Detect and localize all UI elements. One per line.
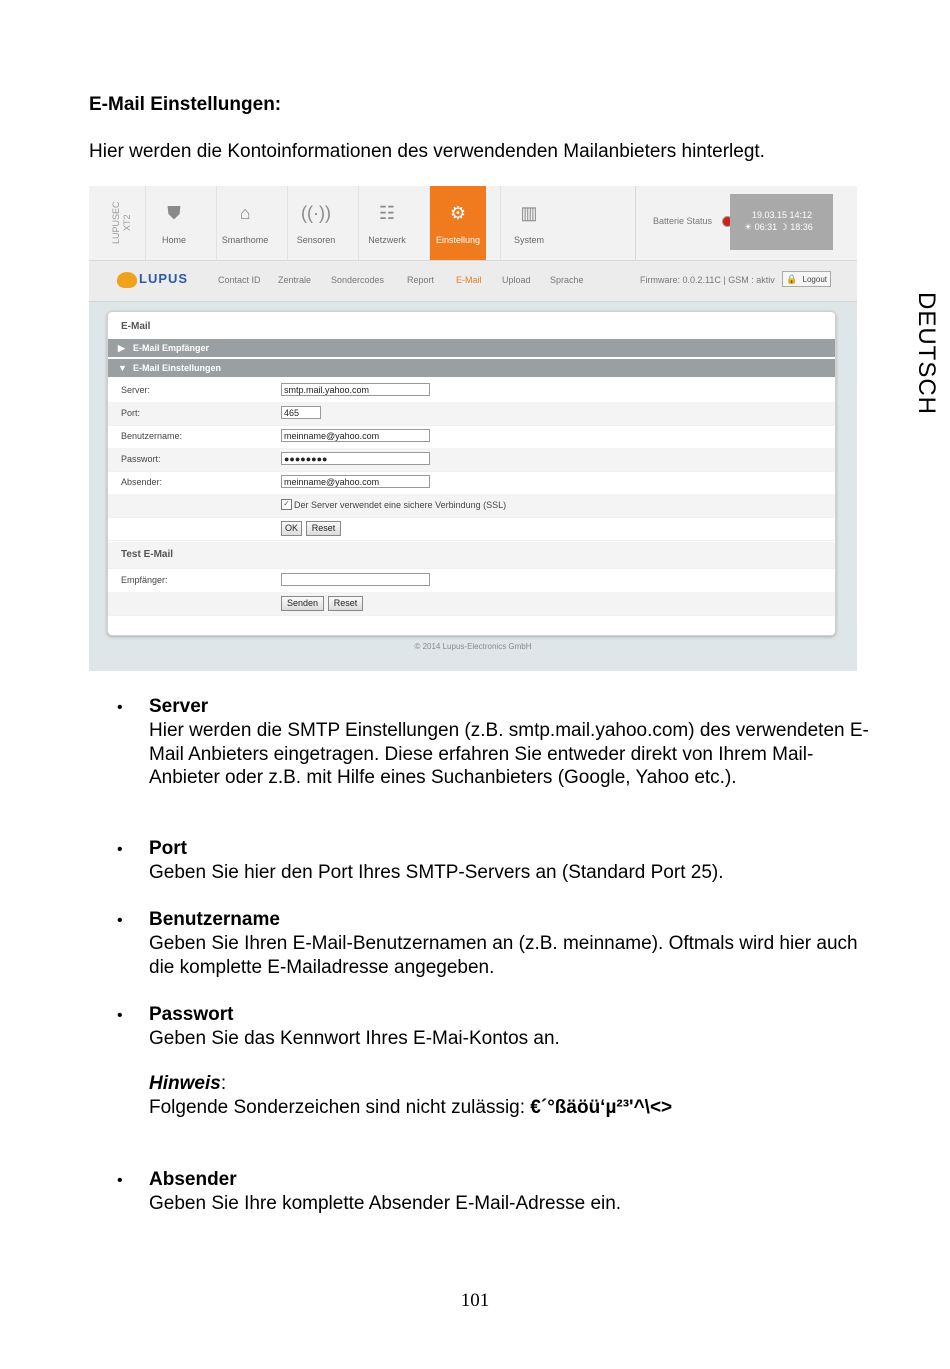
server-label: Server: (121, 385, 151, 395)
hint-text (149, 1097, 672, 1119)
moon-icon: ☽ (779, 222, 788, 232)
password-input[interactable]: ●●●●●●●● (281, 452, 430, 465)
nav-smarthome[interactable] (216, 186, 273, 260)
bullet-title-port: Port (149, 838, 187, 859)
bullet-dot: • (117, 699, 123, 716)
row-password (108, 448, 835, 472)
nav-netzwerk-label: Netzwerk (368, 235, 406, 245)
nav-smarthome-label: Smarthome (221, 235, 269, 245)
bullet-title-server: Server (149, 696, 209, 717)
page-heading: E-Mail Einstellungen: (89, 94, 282, 115)
lupus-logo (117, 270, 205, 292)
row-port (108, 402, 835, 426)
logout-button[interactable] (782, 271, 831, 287)
row-ssl (108, 494, 835, 518)
sublink-contact-id[interactable]: Contact ID (218, 275, 261, 285)
datetime-panel (730, 194, 833, 250)
ok-button[interactable]: OK (281, 521, 302, 536)
section-recipients[interactable] (108, 339, 835, 357)
sub-navigation (89, 261, 857, 302)
bullet-text-sender: Geben Sie Ihre komplette Absender E-Mail-Adresse ein. (149, 1193, 622, 1214)
shield-icon: ⛊ (167, 203, 181, 223)
nav-netzwerk[interactable] (358, 186, 415, 260)
row-sender (108, 471, 835, 495)
bullet-dot: • (117, 841, 123, 858)
nav-einstellung-label: Einstellung (435, 235, 481, 245)
row-server (108, 379, 835, 403)
nav-einstellung[interactable] (429, 186, 486, 260)
recipient-label: Empfänger: (121, 575, 168, 585)
section-settings[interactable] (108, 359, 835, 377)
logout-label: Logout (802, 275, 827, 284)
section-recipients-label: E-Mail Empfänger (133, 343, 210, 353)
hint-sentence: Folgende Sonderzeichen sind nicht zulässig: (149, 1097, 531, 1118)
sunrise-time: 06:31 (754, 222, 778, 232)
reset-button[interactable]: Reset (306, 521, 341, 536)
row-test-title (108, 542, 835, 569)
signal-icon: ((·)) (301, 203, 331, 223)
logo-text: LUPUS (139, 271, 189, 286)
ssl-label: Der Server verwendet eine sichere Verbindung (SSL) (294, 500, 507, 510)
ssl-checkbox[interactable]: ✓ (281, 499, 292, 510)
bullet-dot: • (117, 912, 123, 929)
section-settings-label: E-Mail Einstellungen (133, 363, 222, 373)
server-input[interactable]: smtp.mail.yahoo.com (281, 383, 430, 396)
copyright: © 2014 Lupus-Electronics GmbH (414, 642, 532, 651)
sublink-report[interactable]: Report (407, 275, 435, 285)
bullet-title-username: Benutzername (149, 909, 280, 930)
page-number: 101 (460, 1290, 490, 1311)
reset-test-button[interactable]: Reset (328, 596, 363, 611)
nav-home[interactable] (145, 186, 202, 260)
gear-icon: ⚙ (449, 203, 467, 223)
send-button[interactable]: Senden (281, 596, 324, 611)
sublink-sondercodes[interactable]: Sondercodes (331, 275, 385, 285)
battery-status (635, 186, 731, 260)
sublink-sprache[interactable]: Sprache (550, 275, 584, 285)
nav-home-label: Home (161, 235, 186, 245)
panel-title: E-Mail (121, 321, 151, 332)
sublink-zentrale[interactable]: Zentrale (278, 275, 312, 285)
sublink-email[interactable]: E-Mail (456, 275, 482, 285)
nav-sensoren-label: Sensoren (296, 235, 336, 245)
port-label: Port: (121, 408, 141, 418)
house-icon: ⌂ (239, 203, 251, 223)
bars-icon: ▥ (520, 203, 538, 223)
bullet-text-server: Hier werden die SMTP Einstellungen (z.B. smtp.mail.yahoo.com) des verwendeten E-Mail Anbieters eingetragen. Diese erfahren Sie entweder direkt von Ihrem Mail-Anbieter oder z.B. mit Hilfe eines Suchanbieters (Google, Yahoo etc.). (149, 720, 869, 788)
recipient-input[interactable] (281, 573, 430, 586)
network-icon: ☷ (378, 203, 396, 223)
row-actions (108, 517, 835, 541)
nav-system[interactable] (500, 186, 557, 260)
brand-label: LUPUSEC XT2 (111, 201, 132, 245)
hint-chars: €´°ßäöü‘µ²³'^\<> (530, 1097, 673, 1118)
caret-right-icon: ▶ (118, 343, 125, 353)
hint-label: Hinweis: (149, 1073, 227, 1094)
battery-status-label: Batterie Status (653, 216, 713, 226)
row-recipient (108, 569, 835, 593)
sun-times (744, 222, 813, 233)
caret-down-icon: ▼ (118, 363, 127, 373)
hint-title: Hinweis (149, 1073, 221, 1094)
bullet-text-username: Geben Sie Ihren E-Mail-Benutzernamen an (z.B. meinname). Oftmals wird hier auch die komplette E-Mailadresse angegeben. (149, 933, 858, 978)
username-label: Benutzername: (121, 431, 183, 441)
nav-sensoren[interactable] (287, 186, 344, 260)
top-navigation (89, 186, 857, 261)
bullet-dot: • (117, 1007, 123, 1024)
bullet-text-password: Geben Sie das Kennwort Ihres E-Mai-Kontos an. (149, 1028, 560, 1049)
bullet-title-password: Passwort (149, 1004, 234, 1025)
email-settings-screenshot (89, 186, 857, 671)
nav-system-label: System (513, 235, 544, 245)
sun-icon: ☀ (744, 222, 753, 232)
username-input[interactable]: meinname@yahoo.com (281, 429, 430, 442)
sender-label: Absender: (121, 477, 163, 487)
port-input[interactable]: 465 (281, 406, 321, 419)
firmware-info: Firmware: 0.0.2.11C | GSM : aktiv (640, 275, 775, 285)
test-email-title: Test E-Mail (121, 549, 174, 560)
bullet-text-port: Geben Sie hier den Port Ihres SMTP-Servers an (Standard Port 25). (149, 862, 724, 883)
sender-input[interactable]: meinname@yahoo.com (281, 475, 430, 488)
language-side-tab: DEUTSCH (913, 292, 940, 416)
email-panel (107, 311, 836, 636)
bullet-title-sender: Absender (149, 1169, 237, 1190)
bullet-dot: • (117, 1172, 123, 1189)
row-username (108, 425, 835, 449)
password-label: Passwort: (121, 454, 161, 464)
sublink-upload[interactable]: Upload (502, 275, 531, 285)
sunset-time: 18:36 (790, 222, 813, 232)
intro-text: Hier werden die Kontoinformationen des verwendenden Mailanbieters hinterlegt. (89, 141, 765, 162)
datetime: 19.03.15 14:12 (752, 210, 813, 220)
lock-icon: 🔒 (786, 274, 798, 284)
row-test-actions (108, 592, 835, 616)
cat-logo-icon (117, 272, 137, 288)
